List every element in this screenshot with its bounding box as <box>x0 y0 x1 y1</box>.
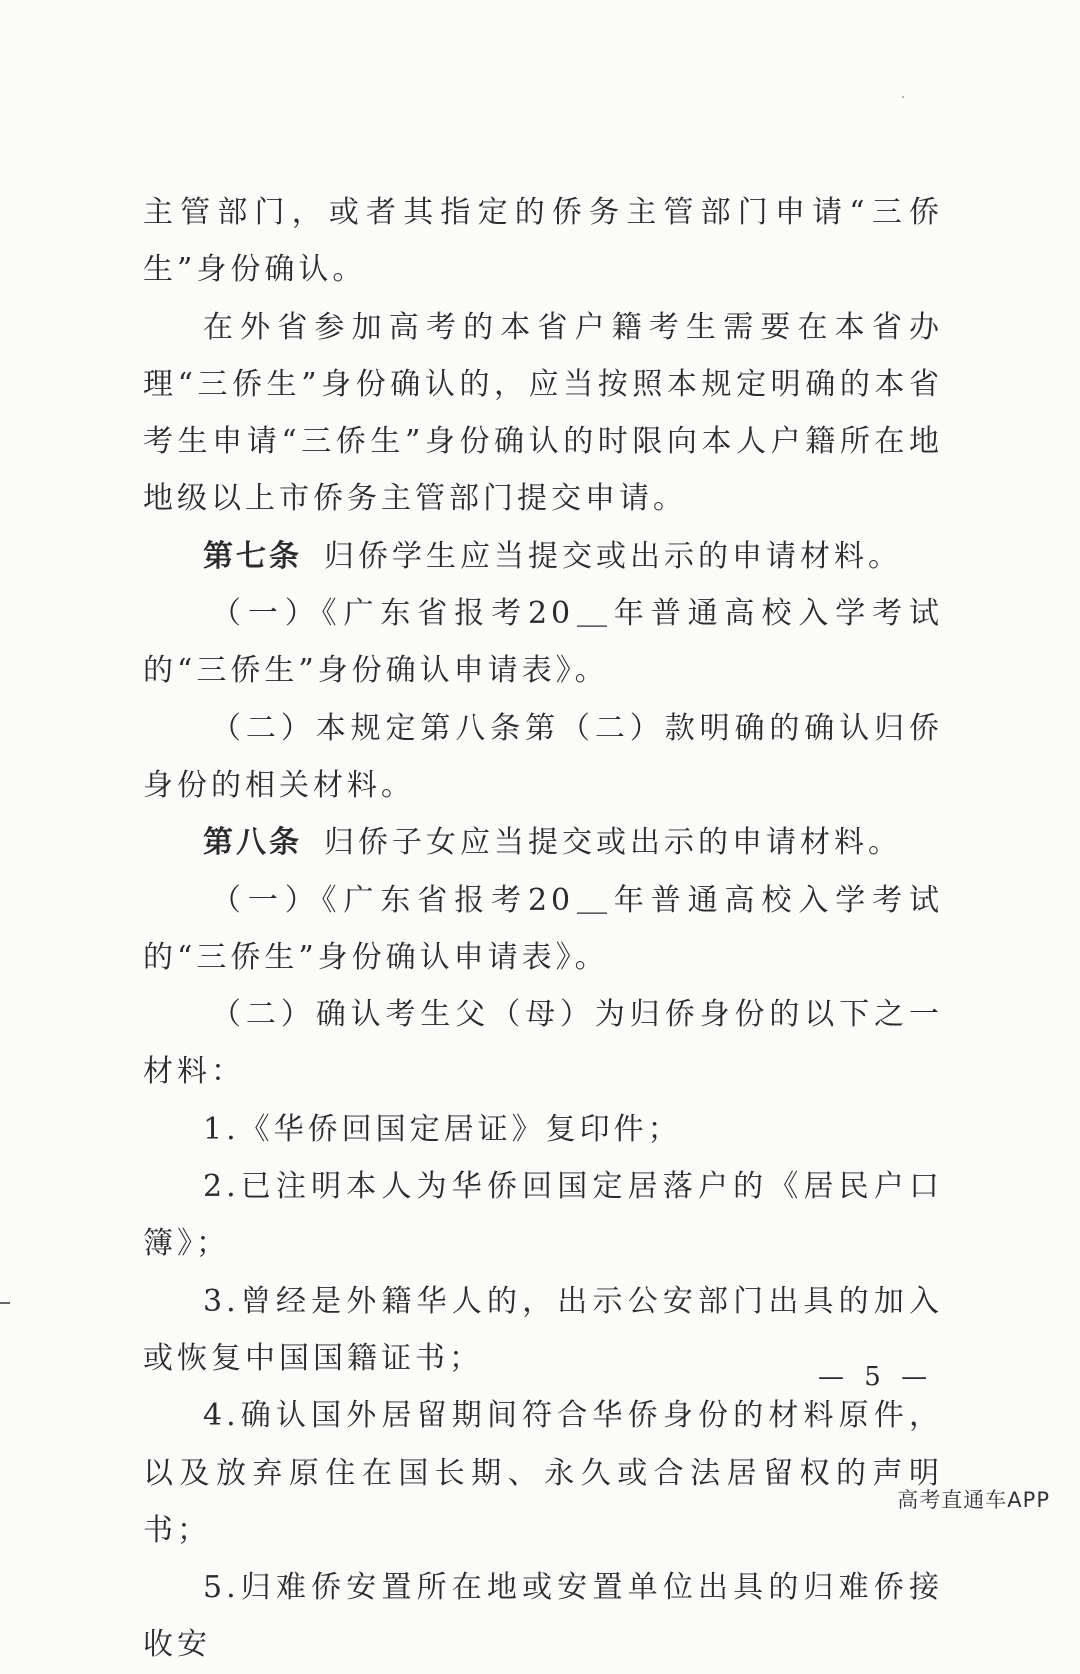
scan-speck <box>902 96 904 98</box>
article-8-text: 归侨子女应当提交或出示的申请材料。 <box>324 825 902 861</box>
article-7-item-1: （一）《广东省报考20＿年普通高校入学考试的“三侨生”身份确认申请表》。 <box>143 596 943 689</box>
app-watermark: 高考直通车APP <box>897 1488 1050 1512</box>
article-8-item-2: （二）确认考生父（母）为归侨身份的以下之一材料： <box>143 997 943 1090</box>
article-7-title: 第七条 <box>203 538 302 574</box>
article-7-text: 归侨学生应当提交或出示的申请材料。 <box>324 538 902 574</box>
paragraph-outside-province: 在外省参加高考的本省户籍考生需要在本省办理“三侨生”身份确认的，应当按照本规定明确的本省考生申请“三侨生”身份确认的时限向本人户籍所在地地级以上市侨务主管部门提交申请。 <box>143 309 943 517</box>
article-8-subitem-4: 4.确认国外居留期间符合华侨身份的材料原件，以及放弃原住在国长期、永久或合法居留权的声明书； <box>143 1398 943 1548</box>
article-8-subitem-2: 2.已注明本人为华侨回国定居落户的《居民户口簿》； <box>143 1169 943 1262</box>
article-8-subitem-5: 5.归难侨安置所在地或安置单位出具的归难侨接收安 <box>143 1570 943 1663</box>
article-8-subitem-1: 1.《华侨回国定居证》复印件； <box>203 1111 682 1147</box>
article-8-item-1: （一）《广东省报考20＿年普通高校入学考试的“三侨生”身份确认申请表》。 <box>143 882 943 975</box>
article-7-heading <box>143 528 943 585</box>
article-8-heading <box>143 814 943 871</box>
document-body <box>143 184 943 1674</box>
article-7-item-2: （二）本规定第八条第（二）款明确的确认归侨身份的相关材料。 <box>143 710 943 803</box>
article-8-title: 第八条 <box>203 825 302 861</box>
paragraph-continued: 主管部门，或者其指定的侨务主管部门申请“三侨生”身份确认。 <box>143 195 943 288</box>
page-number: — 5 — <box>818 1362 934 1392</box>
scan-edge-mark <box>0 1302 10 1304</box>
article-8-subitem-3: 3.曾经是外籍华人的，出示公安部门出具的加入或恢复中国国籍证书； <box>143 1283 943 1376</box>
